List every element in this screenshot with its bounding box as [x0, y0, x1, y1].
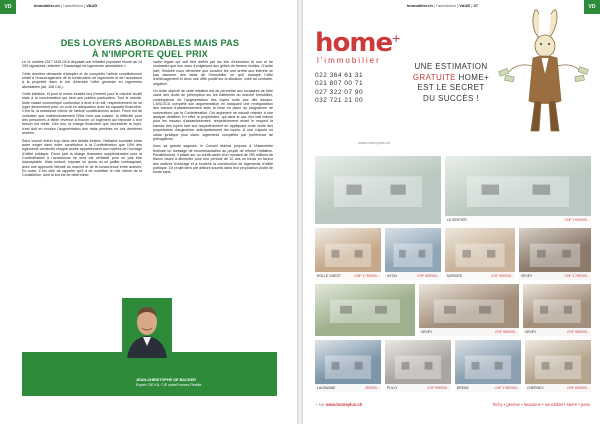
paragraph: cadre légale qui doit être définit par les lois d'exécution et non et de contraster que leur sous d'exigences aux grilles de termes inutiles. D'autre part, l'histoire nous démontre que souvent les une arrêté aux intérêts ne pas assumer des tarifs de l'immobilier ce qu'il manque l'offre d'aménagement et donc une offre positif sur la situation, voire au contraire, négative.: [153, 60, 273, 86]
footer-cities: féchy • genève • lausanne • neuchâtel • sierre • parix: [492, 402, 590, 407]
paragraph: Le 11 octobre 2017 l'ASLOCA déposait une initiative populaire munie de 14 000 signatures, intitulée « Davantage de logements abordables ».: [22, 60, 142, 69]
header-brand: Immobilier.ch: [34, 3, 60, 8]
headline: [401, 62, 501, 104]
homeplus-logo: [315, 30, 400, 65]
footer-url: www.homeplus.ch: [325, 402, 363, 407]
property-label: [445, 216, 591, 224]
author-caption: [136, 378, 216, 387]
property-label: [519, 272, 591, 280]
property-label: [523, 328, 591, 336]
headline-line-2: [401, 73, 501, 84]
property-location: LAUSANNE: [317, 386, 336, 390]
property-location: VEVEY: [525, 330, 537, 334]
property-tile[interactable]: [315, 156, 441, 224]
property-tile[interactable]: [455, 340, 521, 392]
phone-number: 022 364 61 31: [315, 72, 364, 79]
property-label: [445, 272, 515, 280]
author-portrait: [122, 298, 172, 358]
property-tile[interactable]: [315, 284, 415, 336]
property-price: CHF 950'000.-: [495, 330, 517, 334]
property-tile[interactable]: [445, 228, 515, 280]
headline-highlight: GRATUITE: [412, 72, 456, 82]
hare-illustration: [495, 6, 595, 136]
property-photo: [445, 156, 591, 224]
article-column-2: [153, 60, 273, 178]
property-price: CHF 690'000.-: [567, 386, 589, 390]
property-tile[interactable]: [385, 228, 441, 280]
property-price: 490'000.-: [364, 386, 379, 390]
header-issue: l'autofiction: [63, 3, 83, 8]
property-label: [455, 384, 521, 392]
property-label: [525, 384, 591, 392]
footer-link[interactable]: [315, 402, 362, 407]
property-tile[interactable]: [519, 228, 591, 280]
property-price: CHF 695'000.-: [417, 274, 439, 278]
region-corner-badge: VD: [584, 0, 600, 14]
phone-number: 032 721 21 00: [315, 96, 364, 104]
article-column-1: [22, 60, 142, 181]
property-location: BRENS: [457, 386, 469, 390]
paragraph: Cette initiative, et pour le moins louable lors d'entrée pour le marché locatif mais à la concentration qui tient ses publics particuliers. Tout le monde, toute classe économique confondue a droit à un toit, respectivement de se loger décemment pour un coût en adéquation avec sa capacité financière. C'est là, la substance même de l'article constitutionnel actuel. Force est de constater que malheureusement l'Etat n'est pas suivant, la difficulté pour des personnes à faible revenue à trouver un logement qui réponde à leur besoin est réelle. Dès lors, la charge financière que représente le loyer, n'est doit en exclure l'augmentation des traits pénibles en ces dernières années.: [22, 92, 142, 136]
paragraph: Avec sa grande sagesse, le Conseil fédéral propose à l'Assemblée fédérale un message de recommandation au peuple de refuser l'initiative. Parallèlement, il plaide sur un crédit-cadre d'un montant de 250 millions de francs visant à alimenter pour une période de 10 ans un fonds en faveur des maîtres d'ouvrage et à soutenir la construction de logements d'utilité publique. Ce projet sera par ailleurs soumis dans leur proposition plutôt de fonds sans.: [153, 144, 273, 175]
property-location: CHERNEX: [527, 386, 544, 390]
paragraph: Sans vouloir entrer trop dans des détails inutiles, l'initiative souhaite entre autre exiger dans notre constitution à la Confédération que 10% des logements construits chaque année appartiennent aux maîtres de l'ouvrage d'utilité publique. D'une part la charge financière supplémentaire pour la Confédération à l'accessions ne sera est véritable pour ne pas être inacceptable. Mais surtout, imposer un quota ou un pallier contraignant, avec une approche libérale du marché et de la concurrence entre acteurs. En outre, il est utile de rappeler qu'il a de mobiliser le rôle même de la Constitution, dont la but est de déterminer.: [22, 138, 142, 178]
property-label: [419, 328, 519, 336]
header-region: VAUD: [459, 3, 471, 8]
logo-wordmark: home: [315, 28, 393, 58]
property-label: [315, 384, 381, 392]
property-tile[interactable]: [315, 228, 381, 280]
property-location: PULLY: [387, 386, 398, 390]
property-label: [315, 272, 381, 280]
logo-plus: +: [392, 30, 401, 46]
author-name: JEAN-CHRISTOPHE DE BACKER: [136, 378, 196, 382]
right-page: [303, 0, 600, 424]
property-tile[interactable]: [315, 340, 381, 392]
property-tile[interactable]: [385, 340, 451, 392]
left-page: [0, 0, 297, 424]
property-price: CHF 1'990'000.-: [564, 218, 589, 222]
author-role: Expert CIE KA, CIE unterFrances Réalité: [136, 382, 202, 387]
property-price: CHF 2'450'000.-: [494, 386, 519, 390]
headline-brand: HOME+: [458, 72, 490, 82]
author-band: [22, 352, 277, 396]
paragraph: Cette dernière demande d'adopter et de compléter l'article constitutionnel relatif à l'encouragement de la construction de logements et de l'accession à la propriété dans le but d'étendre l'offre générale en logements abordables (art. 108 Cst.).: [22, 71, 142, 89]
phone-list: [315, 72, 363, 105]
property-location: LE SENTIER: [447, 218, 467, 222]
property-location: VEVEY: [521, 274, 533, 278]
property-tile[interactable]: [523, 284, 591, 336]
property-price: CHF 1'795'000.-: [354, 274, 379, 278]
property-tile[interactable]: [419, 284, 519, 336]
logo-tagline: l'immobilier: [317, 56, 381, 65]
header-region: VAUD: [86, 3, 98, 8]
property-tile[interactable]: [445, 156, 591, 224]
website-url: www.homeplus.ch: [358, 140, 391, 145]
property-price: CHF 950'000.-: [567, 330, 589, 334]
right-header: Immobilier.ch | l'autofiction | VAUD | 37: [407, 3, 478, 8]
property-tile[interactable]: [525, 340, 591, 392]
article-title-line-1: DES LOYERS ABORDABLES MAIS PAS: [60, 38, 240, 48]
headline-line-1: UNE ESTIMATION: [414, 62, 488, 71]
property-label: [385, 384, 451, 392]
property-location: MORGES: [447, 274, 463, 278]
property-price: CHF 990'000.-: [491, 274, 513, 278]
header-brand: Immobilier.ch: [407, 3, 433, 8]
footer-prefix: + sur: [315, 402, 325, 407]
phone-number: 021 807 00 71: [315, 80, 364, 88]
left-header: Immobilier.ch | l'autofiction | VAUD: [34, 3, 98, 8]
property-location: ROLLE OUEST: [317, 274, 341, 278]
page-number: 37: [473, 3, 478, 8]
headline-line-4: DU SUCCÈS !: [423, 93, 479, 103]
property-label: [385, 272, 441, 280]
region-corner-badge: VD: [0, 0, 16, 14]
property-location: NYON: [387, 274, 397, 278]
article-title: [55, 38, 245, 60]
header-issue: l'autofiction: [436, 3, 456, 8]
property-photo: [315, 156, 441, 224]
article-title-line-2: À N'IMPORTE QUEL PRIX: [92, 49, 208, 59]
property-price: CHF 995'000.-: [427, 386, 449, 390]
property-location: VEVEY: [421, 330, 433, 334]
property-photo: [315, 284, 415, 336]
phone-number: 027 322 07 90: [315, 88, 364, 96]
headline-line-3: EST LE SECRET: [417, 83, 485, 92]
paragraph: Un autre objectif de cette initiative est de permettre aux locataires de faire valoir des droits de préemption sur les bâtiments du marché immobilier, conséquence de l'augmentation des loyers suite aux dits travaux. L'ASLOCA complète son argumentation en indiquant une renégociation des travaux d'assainissement avec la mise en place du programme de subventions par la Confédération. Cet argument ne saurait résister à une analyse détaillée. En effet, le propriétaire, qui dans le cas d'un bail indexé pour les travaux d'assainissement, respectivement avant le respect la hausse des loyers tant aux respectivement en appliquant toute vérité des propriétaires d'augmenter anticipativement les loyers. À ceci s'ajoute un cadre juridique plus clairs, logements complétés par préférence de prérogatives.: [153, 89, 273, 141]
property-price: CHF 1'750'000.-: [564, 274, 589, 278]
